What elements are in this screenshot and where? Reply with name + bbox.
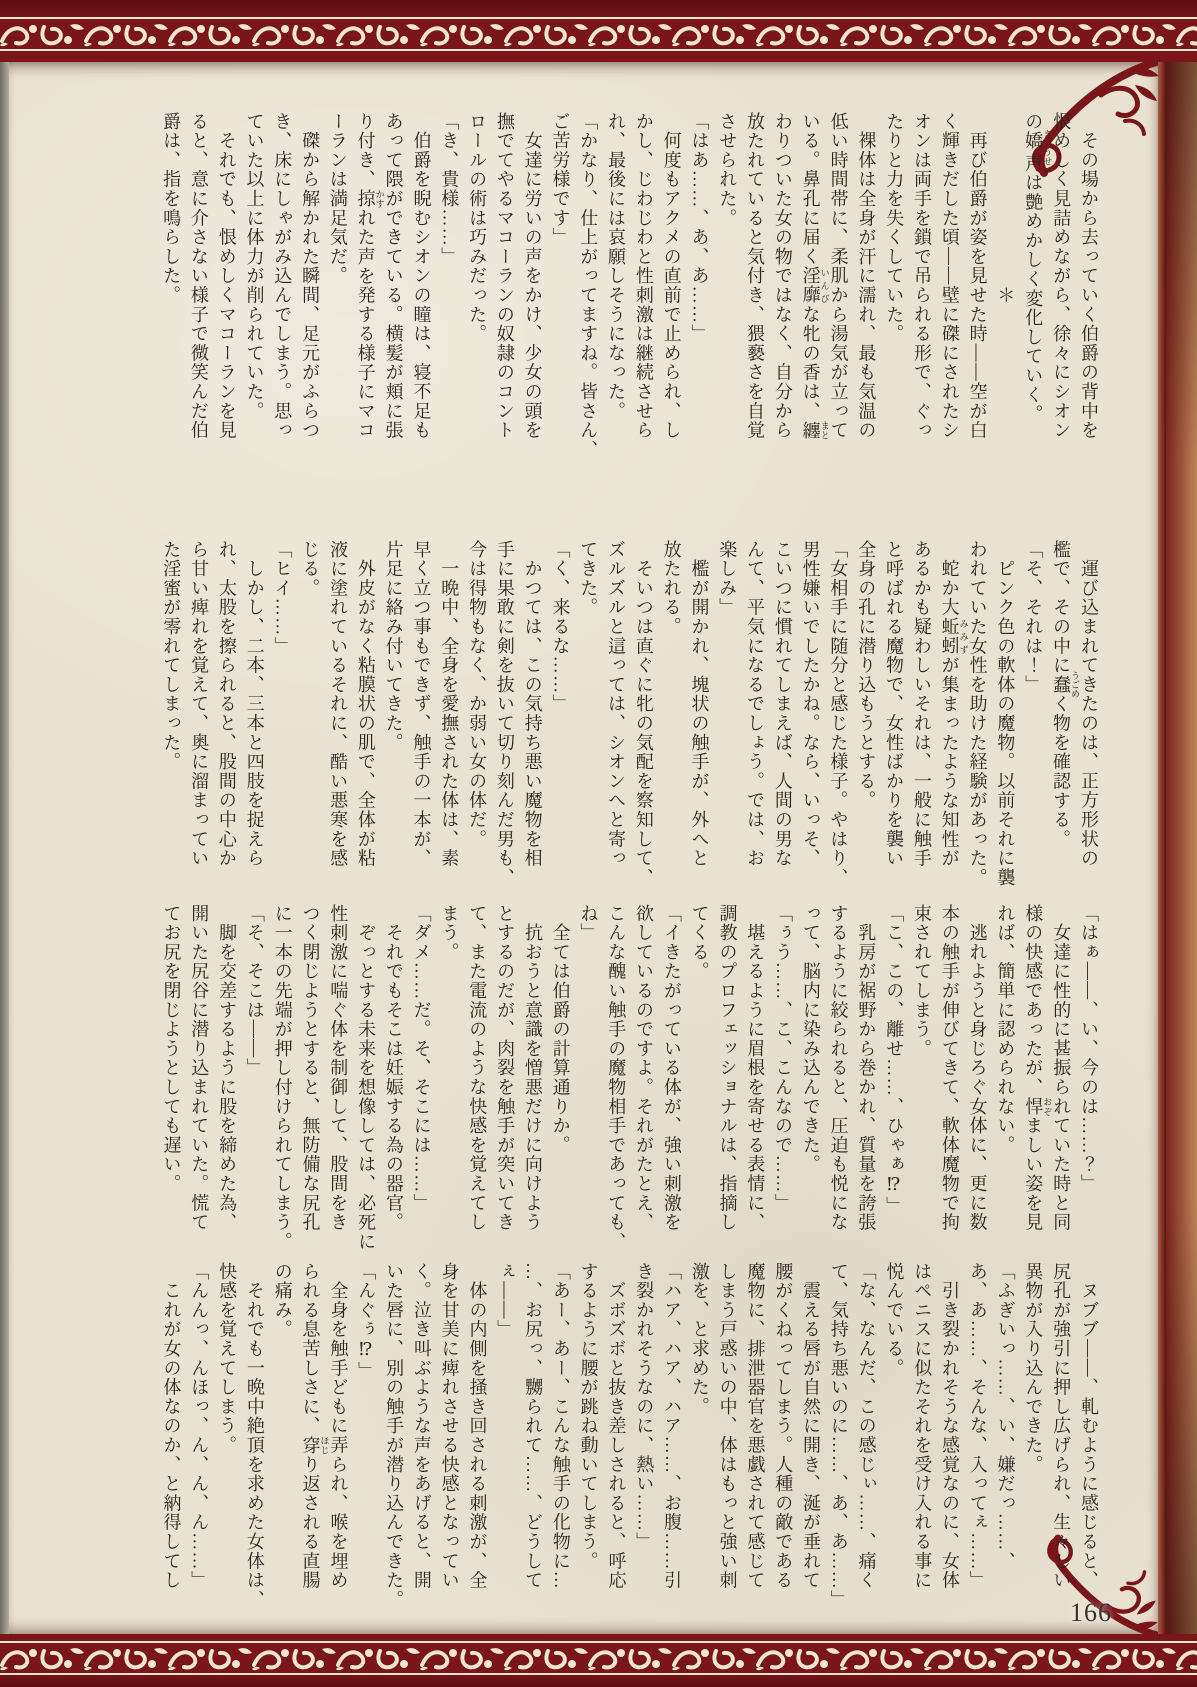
right-margin-gutter <box>1166 62 1197 1634</box>
text-band: その場から去っていく伯爵の背中を 恨めしく見詰めながら、徐々にシオン の嬌声 きょうせいは艶めかしく変化していく。 ＊ 再び伯爵が姿を見せた時――空が白 く輝きだした頃――壁に磔にされたシ オンは両手を鎖で吊られる形で、ぐっ たりと力を失くしていた。 裸体は全身が汗に濡れ、最も気温の 低い時間帯に、柔肌から湯気が立って いる。鼻孔に届く淫靡 いんびな牝の香は、纏 まと わりついた女の物ではなく、自分から 放たれていると気付き、猥褻さを自覚 させられた。 「はあ……、あ、あ……」 何度もアクメの直前で止められ、し かし、じわじわと性刺激は継続させら れ、最後には哀願しそうになった。 「かなり、仕上がってますね。皆さん、 ご苦労様です」 女達に労いの声をかけ、少女の頭を 撫でてやるマコーランの奴隷のコント ロールの術は巧みだった。 「き、貴様……」 伯爵を睨むシオンの瞳は、寝不足も あって隈ができている。横髪が頬に張 り付き、掠 かすれた声を発する様子にマコ ーランは満足気だ。 磔から解かれた瞬間、足元がふらつ き、床にしゃがみ込んでしまう。思っ ていた以上に体力が削られていた。 それでも、恨めしくマコーランを見 ると、意に介さない様子で微笑んだ伯 爵は、指を鳴らした。 <box>161 112 1099 460</box>
top-ornamental-border <box>0 0 1197 62</box>
page-left-edge <box>0 62 9 1634</box>
text-band: 運び込まれてきたのは、正方形状の 檻で、その中に蠢 うごめく物を確認する。 「そ、それは！」 ピンク色の軟体の魔物。以前それに襲 われていた女性を助けた経験があった。 蛇か大蚯蚓 みみずが集まったような知性が あるかも疑わしいそれは、一般に触手 と呼ばれる魔物で、女性ばかりを襲い 全身の孔に潜り込もうとする。 「女相手に随分と感じた様子。やはり、 男性嫌いでしたかね。なら、いっそ、 こいつに慣れてしまえば、人間の男な んて、平気になるでしょう。では、お 楽しみ」 檻が開かれ、塊状の触手が、外へと 放たれる。 そいつは直ぐに牝の気配を察知して、 ズルズルと這っては、シオンへと寄っ てきた。 「く、来るな……」 かつては、この気持ち悪い魔物を相 手に果敢に剣を抜いて切り刻んだ男も、 今は得物もなく、か弱い女の体だ。 一晩中、全身を愛撫された体は、素 早く立つ事もできず、触手の一本が、 片足に絡み付いてきた。 外皮がなく粘膜状の肌で、全体が粘 液に塗れているそれに、酷い悪寒を感 じる。 「ヒイ……」 しかし、二本、三本と四肢を捉えら れ、太股を擦られると、股間の中心か ら甘い痺れを覚えて、奥に溜まってい た淫蜜が零れてしまった。 <box>161 540 1099 888</box>
text-band: ヌブブ――、軋むように感じると、 尻孔が強引に押し広げられ、生々しい 異物が入り込んできた。 「ふぎいっ……、い、嫌だっ……、 あ、あ……、そんな、入ってぇ……」 引き裂かれそうな感覚なのに、女体 はペニスに似たそれを受け入れる事に 悦んでいる。 「な、なんだ、この感じぃ……、痛く て、気持ち悪いのに……、あ、あ……」 震える唇が自然に開き、涎が垂れて 腰がくねってしまう。人種の敵である 魔物に、排泄器官を悪戯されて感じて しまう戸惑いの中、体はもっと強い刺 激を、と求めた。 「ハア、ハア、ハア……、お腹……引 き裂かれそうなのに、熱い……」 ズボズボと抜き差しされると、呼応 するように腰が跳ね動いてしまう。 「あー、あー、こんな触手の化物に… …、お尻っ、嬲られて……、どうして ぇ――」 体の内側を掻き回される刺激が、全 身を甘美に痺れさせる快感となってい く。泣き叫ぶような声をあげると、開 いた唇に、別の触手が潜り込んできた。 「んぐぅ⁉」 全身を触手どもに弄られ、喉を埋め られる息苦しさに、穿 ほじり返される直腸 の痛み。 それでも一晩中絶頂を求めた女体は、 快感を覚えてしまう。 「んんっ、んほっ、ん、ん、ん……」 これが女の体なのか、と納得してし <box>161 1262 1099 1610</box>
paper-page <box>9 62 1158 1634</box>
scroll-frieze-icon <box>0 17 1197 51</box>
text-band: 「はぁ――、い、今のは……？」 女達に性的に甚振られていた時と同 様の快感であったが、悍 おぞましい姿を見 れば、簡単に認められない。 逃れようと身じろぐ女体に、更に数 本の触手が伸びてきて、軟体魔物で拘 束されてしまう。 「こ、この、離せ……、ひゃぁ⁉」 乳房が裾野から巻かれ、質量を誇張 するように絞られると、圧迫も悦にな って、脳内に染み込んできた。 「ぅう……、こ、こんなので……」 堪えるように眉根を寄せる表情に、 調教のプロフェッショナルは、指摘し てくる。 「イきたがっている体が、強い刺激を 欲しているのですよ。それがたとえ、 こんな醜い触手の魔物相手であっても、 ね」 全ては伯爵の計算通りか。 抗おうと意識を憎悪だけに向けよう とするのだが、肉裂を触手が突いてき て、また電流のような快感を覚えてし まう。 「ダメ……だ。そ、そこには……」 それでもそこは妊娠する為の器官。 ぞっとする未来を想像しては、必死に 性刺激に喘ぐ体を制御して、股間をき つく閉じようとすると、無防備な尻孔 に一本の先端が押し付けられてしまう。 「そ、そこは――」 脚を交差するように股を締めた為、 開いた尻谷に潜り込まれていた。慌て てお尻を閉じようとしても遅い。 <box>161 904 1099 1252</box>
scroll-frieze-icon <box>0 1641 1197 1675</box>
bottom-ornamental-border <box>0 1634 1197 1687</box>
page-number: 166 <box>1070 1598 1112 1627</box>
page-right-edge <box>1158 62 1166 1634</box>
